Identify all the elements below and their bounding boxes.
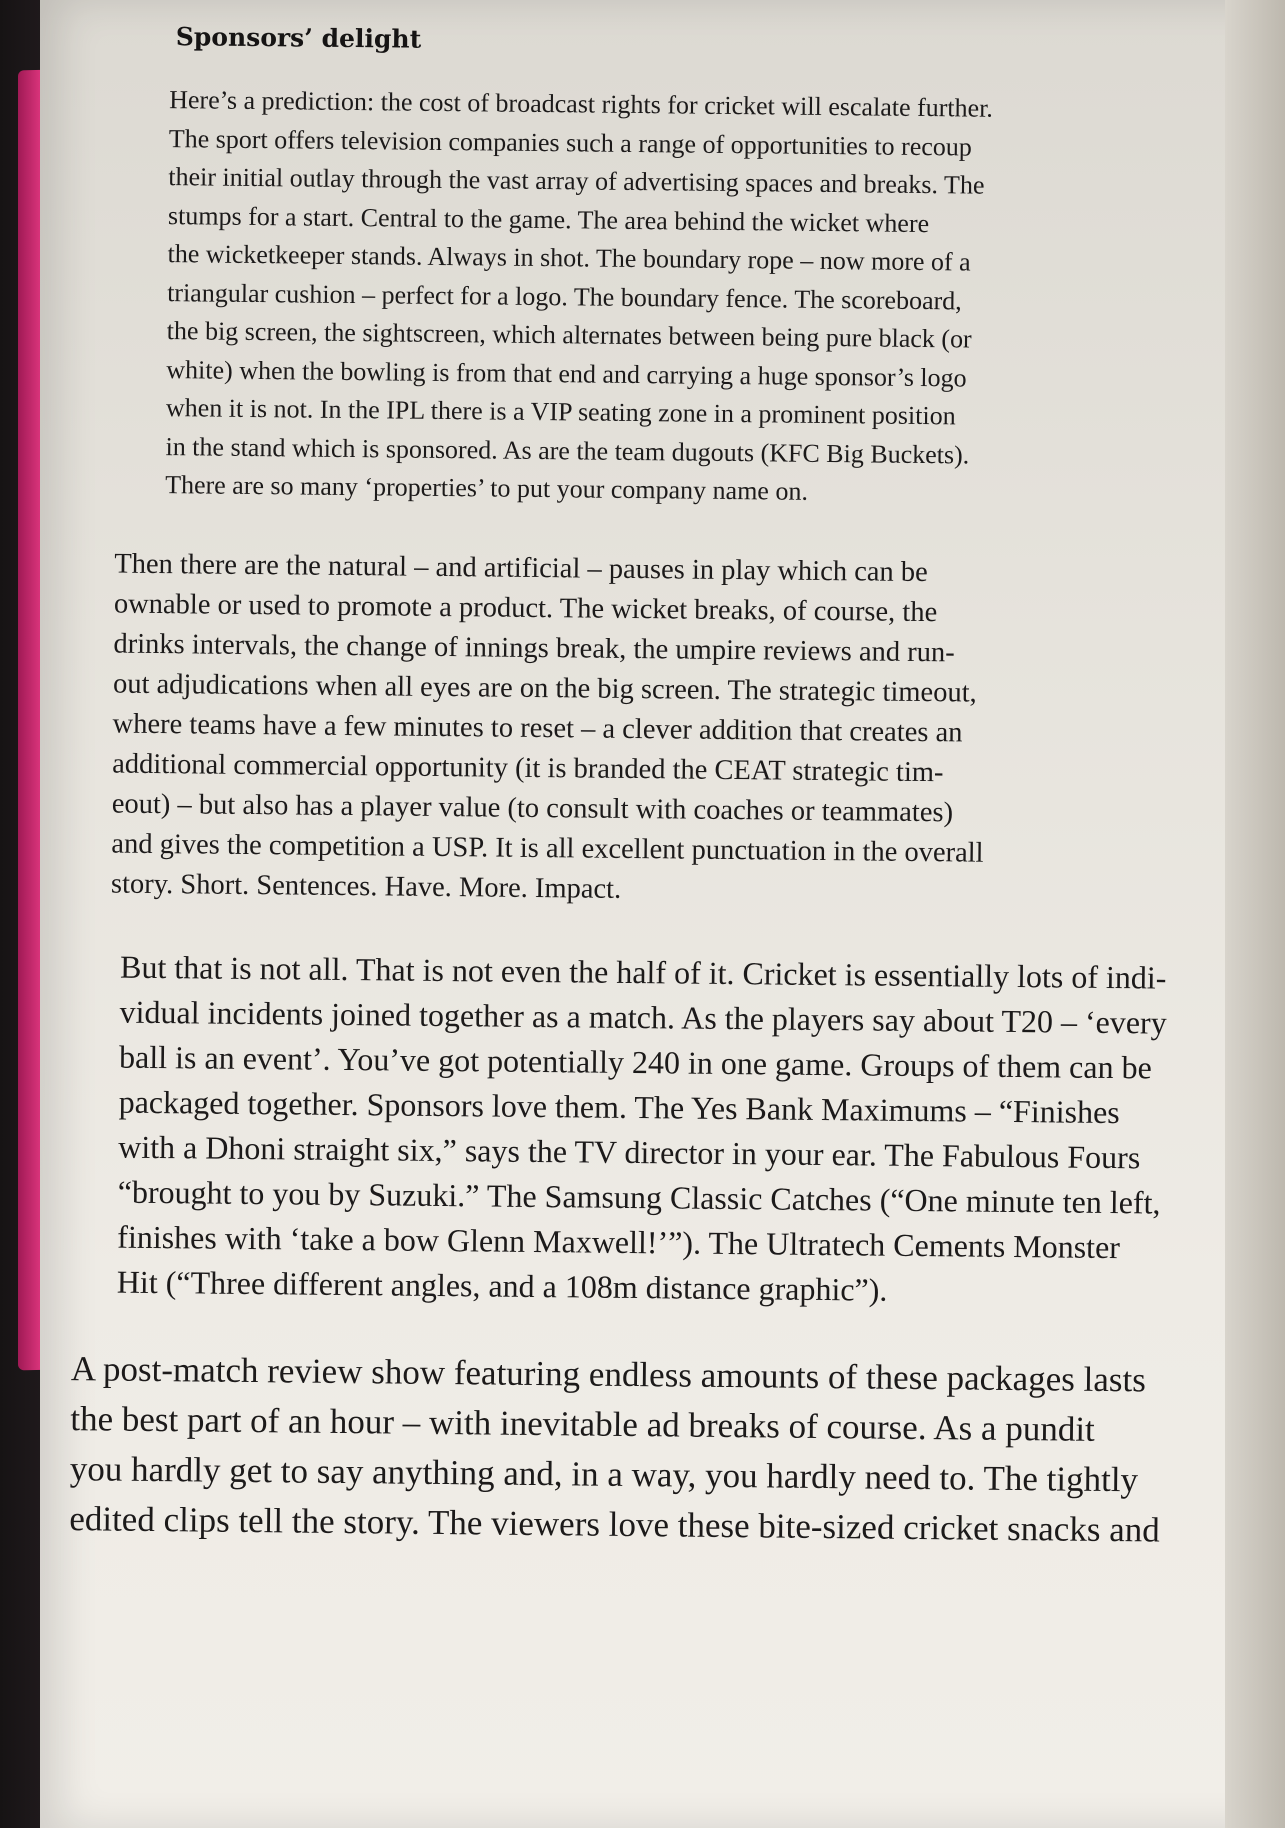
text-line: when it is not. In the IPL there is a VIP seating zone in a prominent position bbox=[165, 393, 956, 431]
text-line: Here’s a prediction: the cost of broadcast rights for cricket will escalate further. bbox=[169, 85, 994, 123]
section-heading: Sponsors’ delight bbox=[175, 22, 422, 54]
text-line: you hardly get to say anything and, in a way, you hardly need to. The tightly bbox=[69, 1448, 1139, 1499]
text-line: edited clips tell the story. The viewers love these bite-sized cricket snacks and bbox=[69, 1498, 1160, 1550]
text-line: “brought to you by Suzuki.” The Samsung Classic Catches (“One minute ten left, bbox=[117, 1173, 1161, 1221]
paragraph-4 bbox=[69, 1344, 1206, 1556]
text-line: in the stand which is sponsored. As are the team dugouts (KFC Big Buckets). bbox=[165, 431, 970, 469]
paragraph-3 bbox=[117, 944, 1211, 1315]
text-line: the big screen, the sightscreen, which alternates between being pure black (or bbox=[166, 316, 972, 354]
text-line: eout) – but also has a player value (to consult with coaches or teammates) bbox=[111, 788, 954, 828]
text-line: The sport offers television companies such a range of opportunities to recoup bbox=[168, 123, 973, 162]
paragraph-2 bbox=[111, 544, 1215, 915]
text-line: ball is an event’. You’ve got potentially 240 in one game. Groups of them can be bbox=[118, 1038, 1152, 1085]
text-line: white) when the bowling is from that end and carrying a huge sponsor’s logo bbox=[166, 354, 967, 392]
text-line: the best part of an hour – with inevitable ad breaks of course. As a pundit bbox=[70, 1398, 1095, 1449]
text-line: with a Dhoni straight six,” says the TV director in your ear. The Fabulous Fours bbox=[118, 1128, 1141, 1175]
text-line: where teams have a few minutes to reset – a clever addition that creates an bbox=[112, 708, 963, 748]
text-line: story. Short. Sentences. Have. More. Impact. bbox=[110, 868, 622, 905]
text-line: There are so many ‘properties’ to put your company name on. bbox=[165, 470, 809, 506]
text-line: additional commercial opportunity (it is branded the CEAT strategic tim- bbox=[112, 748, 944, 788]
text-line: vidual incidents joined together as a match. As the players say about T20 – ‘every bbox=[119, 993, 1167, 1041]
text-line: Then there are the natural – and artificial – pauses in play which can be bbox=[114, 548, 928, 588]
text-line: stumps for a start. Central to the game. The area behind the wicket where bbox=[167, 200, 930, 238]
text-line: out adjudications when all eyes are on the big screen. The strategic timeout, bbox=[112, 668, 977, 709]
text-line: their initial outlay through the vast array of advertising spaces and breaks. The bbox=[168, 162, 985, 200]
text-line: But that is not all. That is not even the half of it. Cricket is essentially lots of indi- bbox=[119, 948, 1167, 996]
book-page bbox=[40, 0, 1255, 1828]
text-line: triangular cushion – perfect for a logo. The boundary fence. The scoreboard, bbox=[167, 277, 962, 315]
text-line: the wicketkeeper stands. Always in shot. The boundary rope – now more of a bbox=[167, 239, 971, 277]
page-right-edge bbox=[1225, 0, 1285, 1828]
text-line: drinks intervals, the change of innings break, the umpire reviews and run- bbox=[113, 628, 955, 668]
text-line: packaged together. Sponsors love them. The Yes Bank Maximums – “Finishes bbox=[118, 1083, 1120, 1130]
text-line: and gives the competition a USP. It is all excellent punctuation in the overall bbox=[111, 828, 984, 869]
text-line: A post-match review show featuring endless amounts of these packages lasts bbox=[70, 1348, 1147, 1399]
text-line: Hit (“Three different angles, and a 108m distance graphic”). bbox=[116, 1263, 888, 1308]
text-line: ownable or used to promote a product. The wicket breaks, of course, the bbox=[113, 588, 938, 628]
paragraph-1 bbox=[155, 81, 1219, 516]
text-line: finishes with ‘take a bow Glenn Maxwell!’”). The Ultratech Cements Monster bbox=[117, 1218, 1121, 1265]
page-content bbox=[69, 22, 1220, 1596]
